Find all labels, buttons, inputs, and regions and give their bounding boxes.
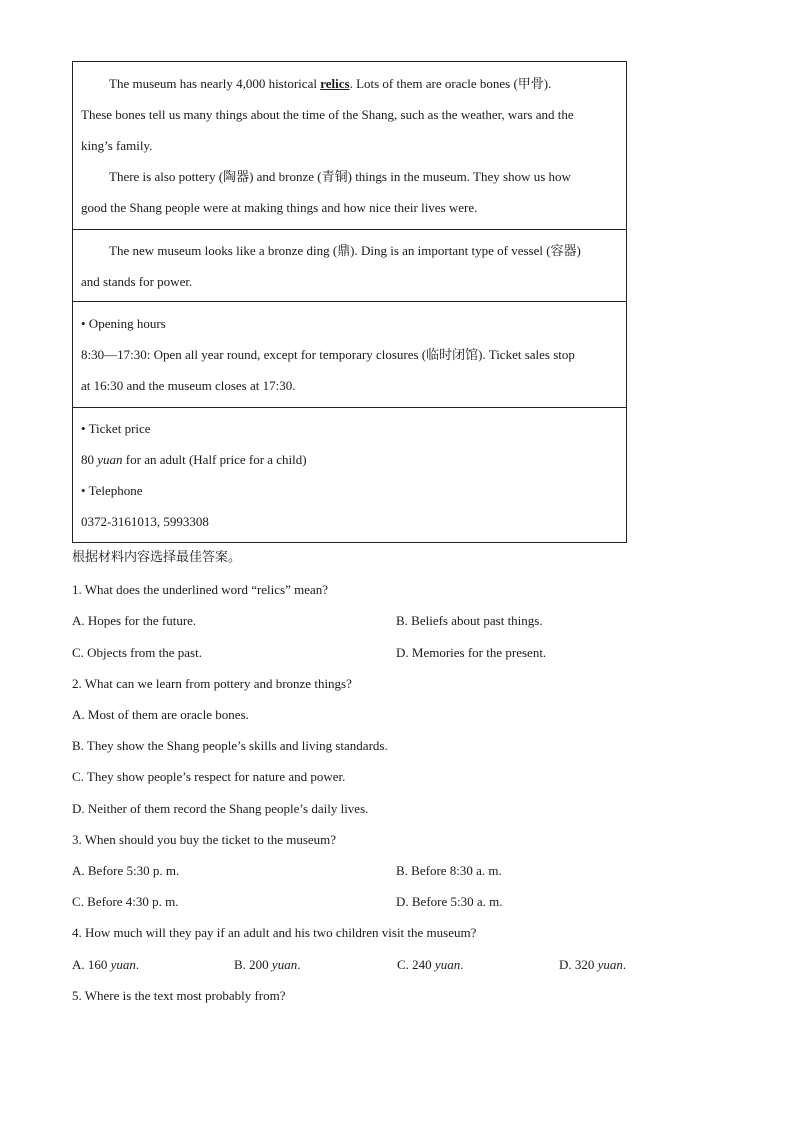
option-amount: A. 160: [72, 957, 111, 972]
question-4-option-d[interactable]: [559, 955, 626, 975]
passage-line: king’s family.: [81, 138, 153, 153]
telephone-numbers: 0372-3161013, 5993308: [81, 514, 209, 529]
passage-line: The new museum looks like a bronze ding (鼎). Ding is an important type of vessel (容器): [109, 243, 581, 258]
option-unit: yuan: [271, 957, 298, 972]
passage-text: . Lots of them are oracle bones (甲骨).: [349, 76, 552, 91]
option-unit: yuan: [597, 957, 623, 972]
passage-line: There is also pottery (陶器) and bronze (青铜) things in the museum. They show us how: [109, 169, 571, 184]
question-3-option-b[interactable]: B. Before 8:30 a. m.: [396, 863, 502, 878]
opening-hours-heading: • Opening hours: [81, 316, 166, 331]
question-2-option-d[interactable]: D. Neither of them record the Shang people’s daily lives.: [72, 801, 369, 816]
instruction-text: 根据材料内容选择最佳答案。: [72, 550, 242, 565]
passage-line: 8:30—17:30: Open all year round, except for temporary closures (临时闭馆). Ticket sales stop: [81, 347, 575, 362]
question-2-option-a[interactable]: A. Most of them are oracle bones.: [72, 707, 249, 722]
telephone-heading: • Telephone: [81, 483, 143, 498]
question-3-option-d[interactable]: D. Before 5:30 a. m.: [396, 894, 503, 909]
option-unit: yuan: [434, 957, 461, 972]
passage-line: good the Shang people were at making things and how nice their lives were.: [81, 200, 478, 215]
option-amount: D. 320: [559, 957, 598, 972]
question-1-option-d[interactable]: D. Memories for the present.: [396, 645, 547, 660]
question-5-stem: 5. Where is the text most probably from?: [72, 988, 286, 1003]
question-1-option-a[interactable]: A. Hopes for the future.: [72, 613, 197, 628]
question-4-stem: 4. How much will they pay if an adult and his two children visit the museum?: [72, 925, 477, 940]
passage-section-relics: [73, 62, 626, 230]
question-1-option-b[interactable]: B. Beliefs about past things.: [396, 613, 543, 628]
question-2-option-b[interactable]: B. They show the Shang people’s skills and living standards.: [72, 738, 388, 753]
question-1-stem: 1. What does the underlined word “relics” mean?: [72, 582, 329, 597]
option-amount: B. 200: [234, 957, 272, 972]
question-4-option-c[interactable]: [397, 955, 463, 975]
opening-hours-section: [73, 302, 626, 408]
price-amount: 80: [81, 452, 98, 467]
option-period: .: [622, 957, 627, 972]
option-period: .: [460, 957, 464, 972]
question-2-option-c[interactable]: C. They show people’s respect for nature and power.: [72, 769, 346, 784]
ticket-and-phone-section: [73, 408, 626, 542]
underlined-word-relics: relics: [320, 76, 350, 91]
passage-line: [81, 68, 618, 99]
option-period: .: [297, 957, 301, 972]
question-3-option-c[interactable]: C. Before 4:30 p. m.: [72, 894, 179, 909]
ticket-price-heading: • Ticket price: [81, 421, 151, 436]
question-2-stem: 2. What can we learn from pottery and bronze things?: [72, 676, 352, 691]
question-4-option-b[interactable]: [234, 955, 300, 975]
passage-line: and stands for power.: [81, 274, 193, 289]
question-3-option-a[interactable]: A. Before 5:30 p. m.: [72, 863, 180, 878]
price-unit: yuan: [97, 452, 123, 467]
option-unit: yuan: [110, 957, 136, 972]
question-4-option-a[interactable]: [72, 955, 139, 975]
passage-text: The museum has nearly 4,000 historical: [109, 76, 321, 91]
passage-line: These bones tell us many things about the time of the Shang, such as the weather, wars and the: [81, 107, 574, 122]
question-3-stem: 3. When should you buy the ticket to the museum?: [72, 832, 337, 847]
price-note: for an adult (Half price for a child): [122, 452, 307, 467]
reading-passage-table: [72, 61, 627, 543]
option-period: .: [135, 957, 140, 972]
passage-section-ding: [73, 230, 626, 302]
ticket-price-text: [81, 444, 618, 475]
question-1-option-c[interactable]: C. Objects from the past.: [72, 645, 202, 660]
option-amount: C. 240: [397, 957, 435, 972]
passage-line: at 16:30 and the museum closes at 17:30.: [81, 378, 296, 393]
